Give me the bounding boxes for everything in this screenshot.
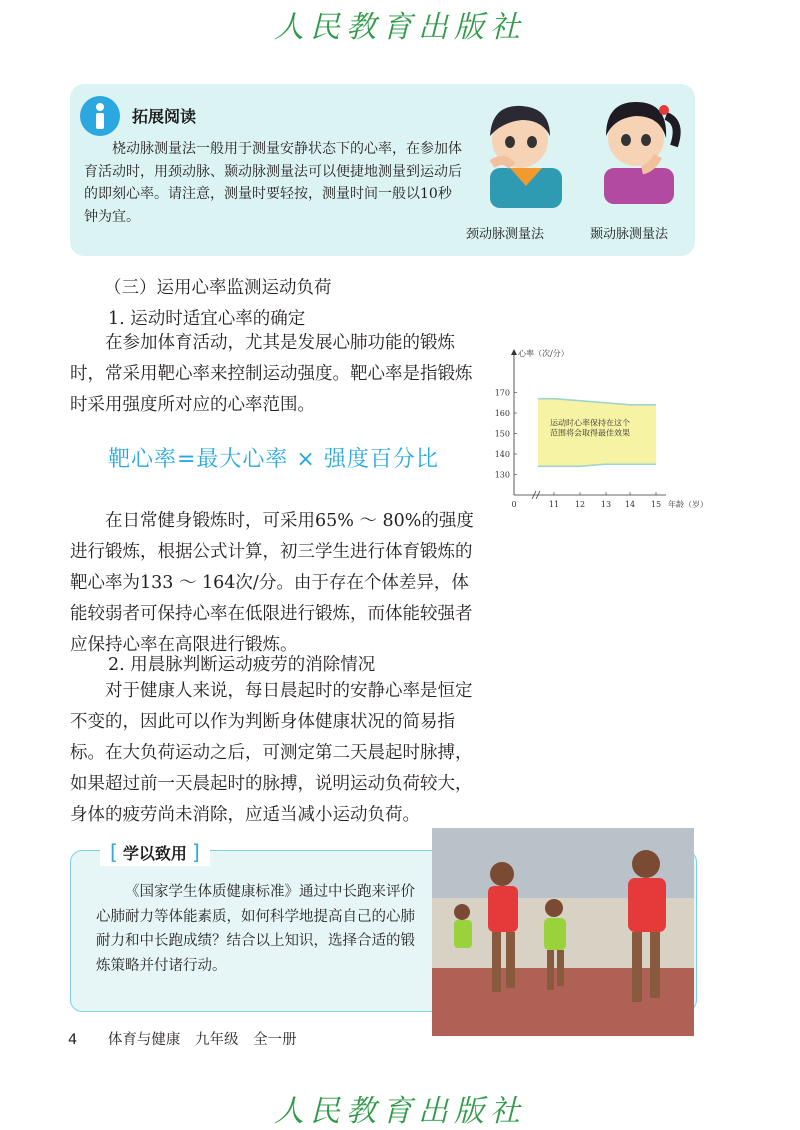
apply-title: 学以致用 [122,844,187,863]
extended-reading-title: 拓展阅读 [132,107,197,126]
y-tick-label: 150 [494,429,510,439]
y-axis-label: 心率（次/分） [518,349,569,358]
page-footer [68,1028,307,1049]
y-tick-label: 170 [494,388,510,398]
page-number: 4 [68,1032,78,1048]
x-tick-label: 14 [624,500,636,509]
chart-annotation: 运动时心率保持在这个 [550,418,630,428]
paragraph-2: 在日常健身锻炼时，可采用65% ～ 80%的强度进行锻炼，根据公式计算，初三学生进行体育锻炼的靶心率为133 ～ 164次/分。由于存在个体差异，体能较弱者可保持心率在低限进行锻炼，而体能较强者应保持心率在高限进行锻炼。 [70,511,474,655]
publisher-header: 人民教育出版社 [274,10,526,45]
info-icon [80,96,120,136]
paragraph-1: 在参加体育活动，尤其是发展心肺功能的锻炼时，常采用靶心率来控制运动强度。靶心率是指锻炼时采用强度所对应的心率范围。 [70,333,473,415]
subheading-2: 2. 用晨脉判断运动疲劳的消除情况 [108,655,376,675]
grade-label: 九年级 [194,1032,239,1048]
x-tick-label: 11 [548,500,560,509]
temporal-caption: 颞动脉测量法 [590,227,669,242]
y-axis-arrow [511,349,517,355]
publisher-footer: 人民教育出版社 [274,1094,526,1129]
subheading-1: 1. 运动时适宜心率的确定 [108,309,306,329]
paragraph-3: 对于健康人来说，每日晨起时的安静心率是恒定不变的，因此可以作为判断身体健康状况的简易指标。在大负荷运动之后，可测定第二天晨起时脉搏，如果超过前一天晨起时的脉搏，说明运动负荷较大，身体的疲劳尚未消除，应适当减小运动负荷。 [70,681,473,825]
bracket-left: [ [110,840,118,864]
x-tick-label: 13 [600,500,612,509]
book-title: 体育与健康 [107,1032,181,1048]
x-tick-label: 15 [650,500,662,509]
temporal-measure-illustration [582,86,690,204]
x-axis-label: 年龄（岁） [668,500,708,509]
apply-text: 《国家学生体质健康标准》通过中长跑来评价心肺耐力等体能素质，如何科学地提高自己的心肺耐力和中长跑成绩？结合以上知识，选择合适的锻炼策略并付诸行动。 [96,884,415,974]
y-tick-label: 140 [494,450,510,459]
formula: 靶心率=最大心率 × 强度百分比 [108,447,439,472]
apply-title-badge [100,838,210,866]
extended-reading-text: 桡动脉测量法一般用于测量安静状态下的心率，在参加体育活动时，用颈动脉、颞动脉测量法可以便捷地测量到运动后的即刻心率。请注意，测量时要轻按，测量时间一般以10秒钟为宜。 [84,141,462,225]
y-tick-label: 130 [494,470,510,480]
carotid-caption: 颈动脉测量法 [466,227,545,242]
runners-photo [432,828,694,1036]
x-tick-label: 12 [574,500,586,509]
chart-annotation: 范围将会取得最佳效果 [550,428,630,438]
section-heading: （三）运用心率监测运动负荷 [104,278,332,298]
carotid-measure-illustration [462,90,570,208]
x-tick-label: 0 [511,500,517,509]
volume-label: 全一册 [253,1032,297,1048]
y-tick-label: 160 [494,409,510,418]
bracket-right: ] [192,840,200,864]
heart-rate-chart [488,340,718,515]
